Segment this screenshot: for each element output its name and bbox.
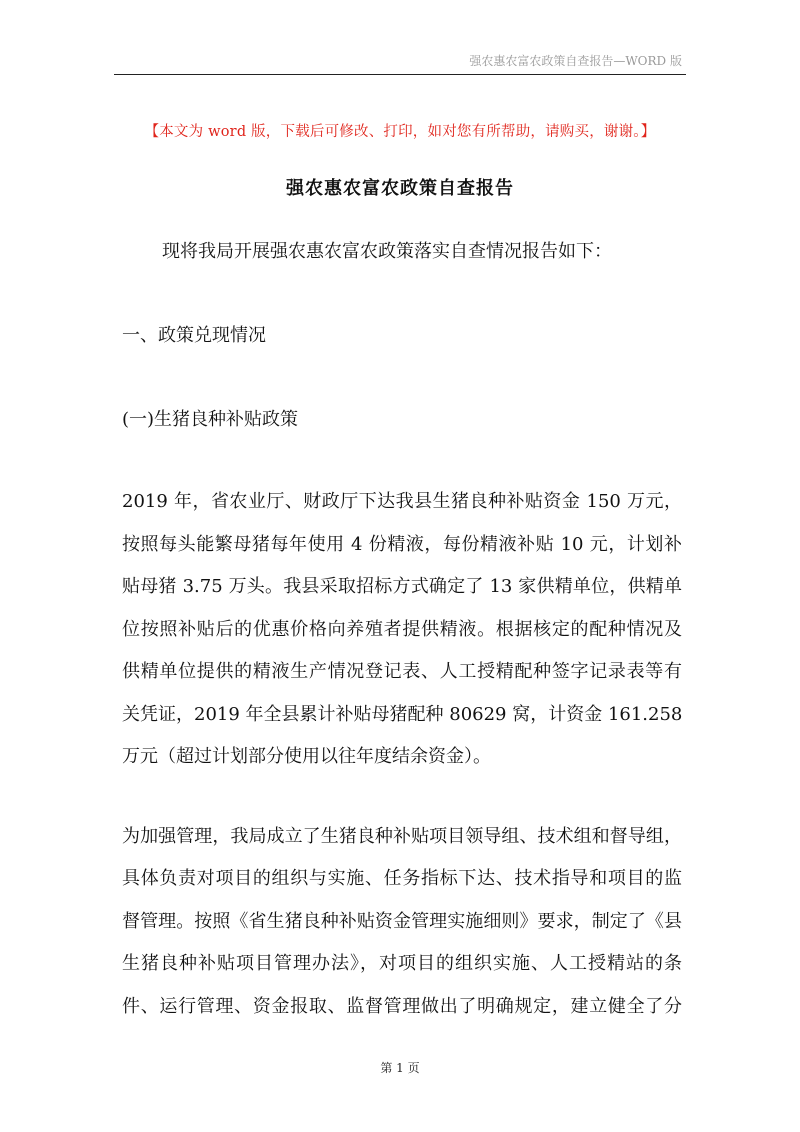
paragraph-line: 贴母猪 3.75 万头。我县采取招标方式确定了 13 家供精单位，供精单	[122, 576, 682, 597]
paragraph-line: 按照每头能繁母猪每年使用 4 份精液，每份精液补贴 10 元，计划补	[122, 534, 682, 555]
subsection-heading: (一)生猪良种补贴政策	[122, 409, 299, 430]
running-header: 强农惠农富农政策自查报告—WORD 版	[469, 54, 682, 68]
header-divider	[114, 74, 686, 75]
paragraph-line: 为加强管理，我局成立了生猪良种补贴项目领导组、技术组和督导组，	[122, 826, 682, 847]
paragraph-line: 万元（超过计划部分使用以往年度结余资金）。	[122, 746, 491, 767]
paragraph-line: 具体负责对项目的组织与实施、任务指标下达、技术指导和项目的监	[122, 868, 682, 889]
paragraph-line: 2019 年，省农业厅、财政厅下达我县生猪良种补贴资金 150 万元，	[122, 491, 682, 512]
document-title: 强农惠农富农政策自查报告	[286, 178, 514, 199]
paragraph-line: 供精单位提供的精液生产情况登记表、人工授精配种签字记录表等有	[122, 661, 682, 682]
intro-paragraph: 现将我局开展强农惠农富农政策落实自查情况报告如下：	[162, 241, 612, 262]
paragraph-line: 督管理。按照《省生猪良种补贴资金管理实施细则》要求，制定了《县	[122, 911, 682, 932]
page-number: 第 1 页	[380, 1061, 420, 1075]
paragraph-line: 件、运行管理、资金报取、监督管理做出了明确规定，建立健全了分	[122, 996, 682, 1017]
purchase-notice: 【本文为 word 版，下载后可修改、打印，如对您有所帮助，请购买，谢谢。】	[144, 124, 656, 140]
paragraph-line: 关凭证，2019 年全县累计补贴母猪配种 80629 窝，计资金 161.258	[122, 704, 683, 725]
section-heading: 一、政策兑现情况	[122, 325, 266, 346]
paragraph-line: 生猪良种补贴项目管理办法》，对项目的组织实施、人工授精站的条	[122, 953, 682, 974]
paragraph-line: 位按照补贴后的优惠价格向养殖者提供精液。根据核定的配种情况及	[122, 619, 682, 640]
